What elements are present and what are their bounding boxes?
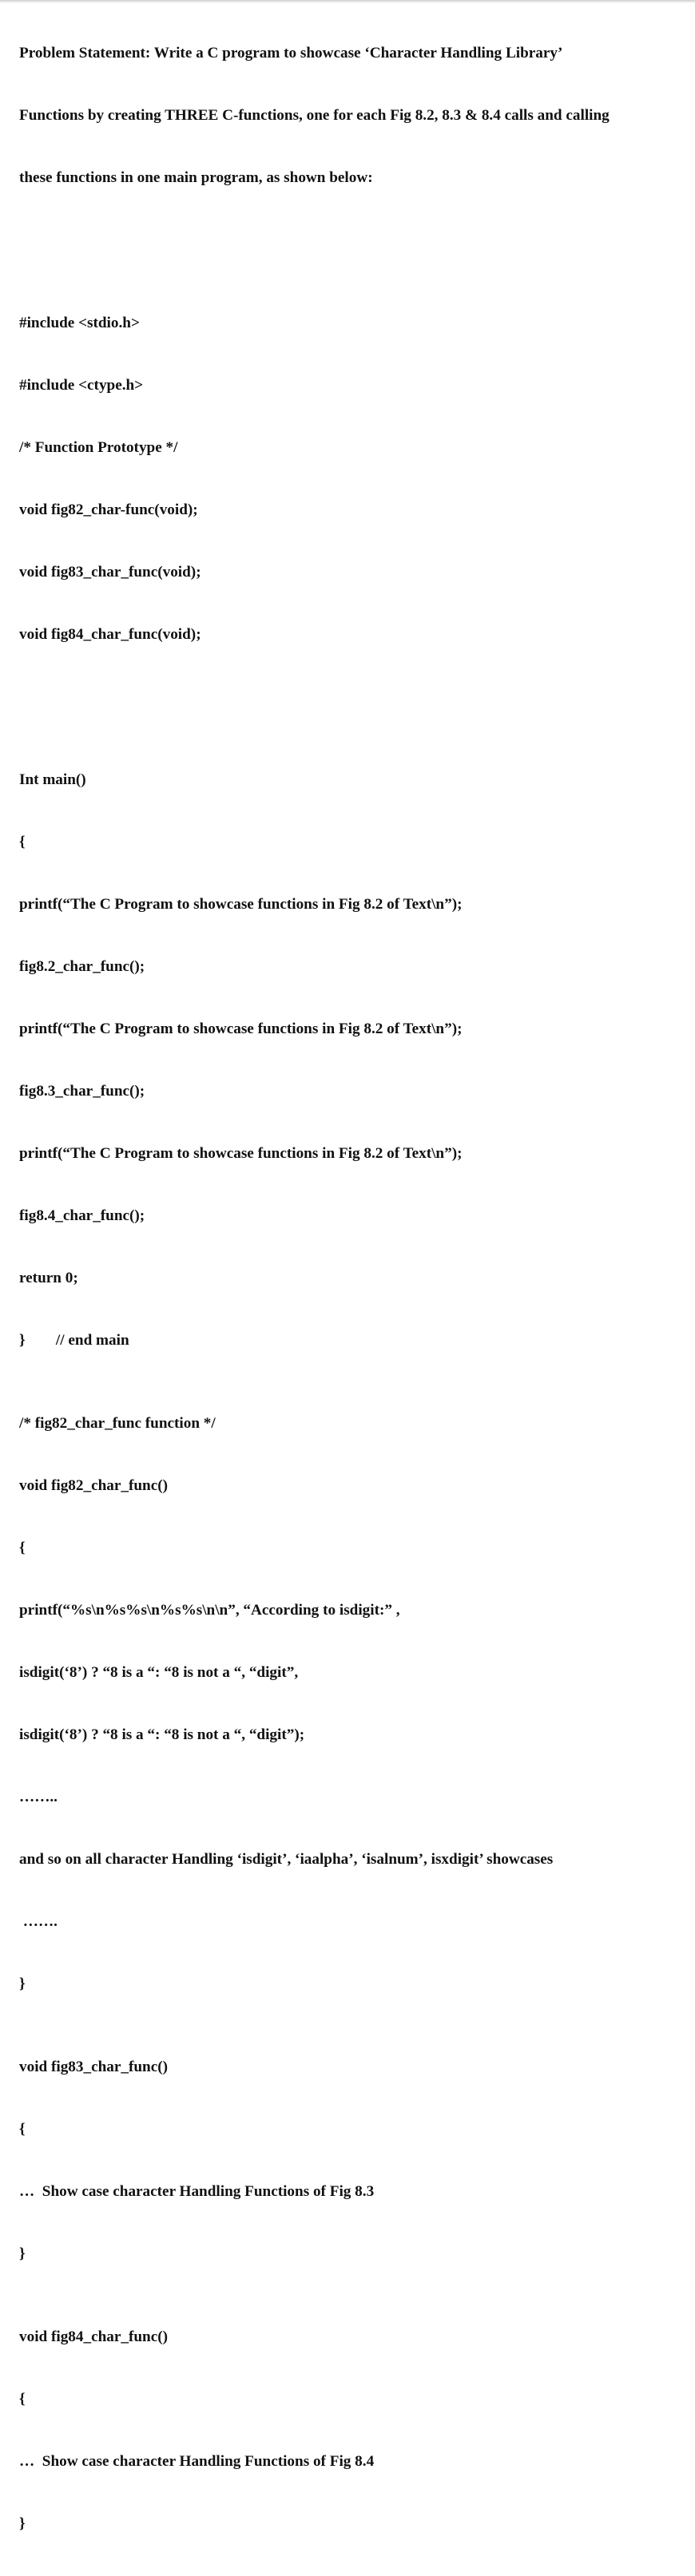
main-code-line: fig8.3_char_func(); xyxy=(19,1083,145,1100)
fig82-code-line: isdigit(‘8’) ? “8 is a “: “8 is not a “, “digit”, xyxy=(19,1664,299,1681)
fig82-code-line: /* fig82_char_func function */ xyxy=(19,1415,216,1432)
main-code-line: { xyxy=(19,834,26,850)
main-code-line: printf(“The C Program to showcase functions in Fig 8.2 of Text\n”); xyxy=(19,1145,463,1162)
problem-statement-line: these functions in one main program, as shown below: xyxy=(19,169,373,186)
fig82-code-line: and so on all character Handling ‘isdigit’, ‘iaalpha’, ‘isalnum’, isxdigit’ showcases xyxy=(19,1851,554,1868)
fig84-code-line: void fig84_char_func() xyxy=(19,2328,169,2345)
include-line: #include <stdio.h> xyxy=(19,315,140,331)
problem-statement-line: Problem Statement: Write a C program to showcase ‘Character Handling Library’ xyxy=(19,45,563,61)
prototype-line: void fig83_char_func(void); xyxy=(19,564,201,581)
main-code-line: } // end main xyxy=(19,1332,129,1349)
prototype-comment: /* Function Prototype */ xyxy=(19,439,178,456)
fig82-code-line: isdigit(‘8’) ? “8 is a “: “8 is not a “, “digit”); xyxy=(19,1726,305,1743)
fig82-code-line: } xyxy=(19,1976,26,1992)
blank-line xyxy=(19,230,690,251)
fig83-code-line: … Show case character Handling Functions of Fig 8.3 xyxy=(19,2183,375,2200)
main-code-line: Int main() xyxy=(19,771,86,788)
fig84-code-line: … Show case character Handling Functions of Fig 8.4 xyxy=(19,2453,375,2470)
problem-statement-line: Functions by creating THREE C-functions, one for each Fig 8.2, 8.3 & 8.4 calls and calling xyxy=(19,107,610,124)
blank-line xyxy=(19,687,690,707)
fig83-code-line: void fig83_char_func() xyxy=(19,2059,169,2075)
fig82-code-line: printf(“%s\n%s%s\n%s%s\n\n”, “According to isdigit:” , xyxy=(19,1602,400,1619)
fig82-code-line: { xyxy=(19,1540,26,1556)
fig82-code-line: ……. xyxy=(19,1913,58,1930)
fig82-code-line: …….. xyxy=(19,1789,58,1805)
prototype-line: void fig84_char_func(void); xyxy=(19,626,201,643)
fig82-code-line: void fig82_char_func() xyxy=(19,1477,169,1494)
fig83-code-line: } xyxy=(19,2245,26,2262)
main-code-line: printf(“The C Program to showcase functions in Fig 8.2 of Text\n”); xyxy=(19,1020,463,1037)
prototype-line: void fig82_char-func(void); xyxy=(19,501,198,518)
fig84-code-line: { xyxy=(19,2391,26,2408)
main-code-line: printf(“The C Program to showcase functions in Fig 8.2 of Text\n”); xyxy=(19,896,463,913)
include-line: #include <ctype.h> xyxy=(19,377,144,394)
fig83-code-line: { xyxy=(19,2121,26,2138)
document-body xyxy=(19,2,690,2576)
main-code-line: fig8.4_char_func(); xyxy=(19,1207,145,1224)
main-code-line: fig8.2_char_func(); xyxy=(19,958,145,975)
fig84-code-line: } xyxy=(19,2515,26,2532)
main-code-line: return 0; xyxy=(19,1270,78,1286)
